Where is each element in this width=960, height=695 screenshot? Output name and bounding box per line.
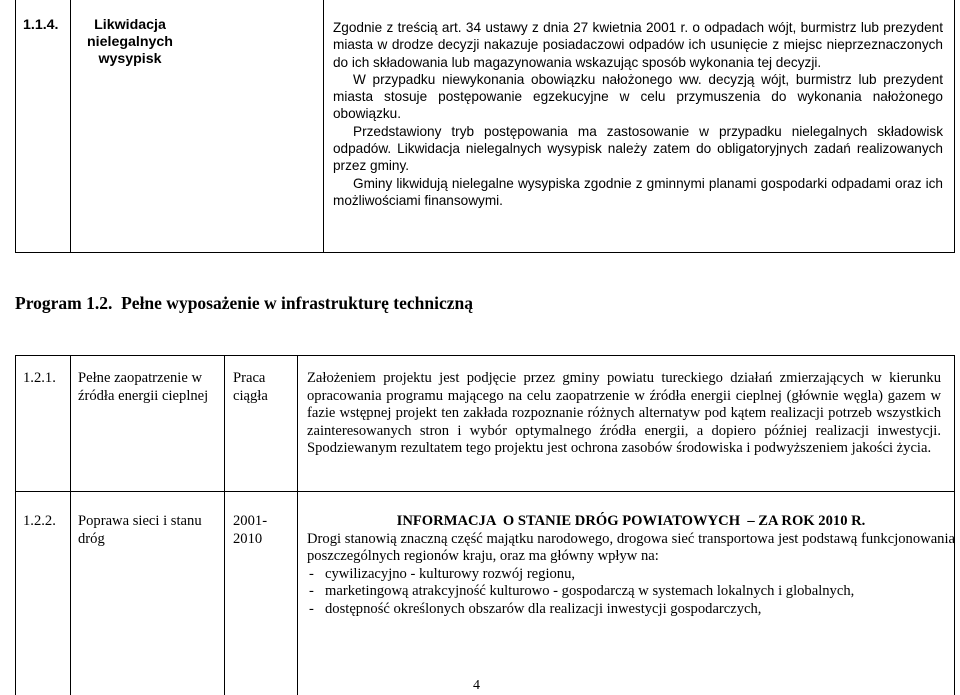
row-number: 1.2.2. [23,513,56,529]
table-top-border-col1 [70,0,71,253]
task-description [333,19,943,209]
table-top-border-bottom [15,252,955,253]
roads-intro: Drogi stanowią znaczną część majątku narodowego, drogowa sieć transportowa jest podstawą funkcjonowania poszczególnych regionów kraju, oraz ma główny wpływ na: [307,530,955,565]
roads-impact-list [307,566,955,619]
row-description: Założeniem projektu jest podjęcie przez gminy powiatu tureckiego działań zmierzających w kierunku opracowania programu mającego na celu zaopatrzenie w źródła energii cieplnej (głównie węgla) gazem w fazie wstępnej projekt ten zakłada rozpoznanie różnych alternatyw pod kątem realizacji potrzeb wszystkich zainteresowanych stron i wybór optymalnego źródła energii, a dopiero później realizacji inwestycji. Spodziewanym rezultatem tego projektu jest ochrona zasobów środowiska i podwyższeniem jakości życia. [307,370,941,457]
row-period: 2001-2010 [233,513,268,547]
task-title: Likwidacja nielegalnych wysypisk [87,17,173,68]
table-bottom-row-divider [15,491,955,492]
table-bottom-border-left [15,355,16,695]
paragraph-legal-basis: Zgodnie z treścią art. 34 ustawy z dnia 27 kwietnia 2001 r. o odpadach wójt, burmistrz lub prezydent miasta w drodze decyzji nakazuje posiadaczowi odpadów ich usunięcie z miejsc nieprzeznaczonych do ich składowania lub magazynowania wskazując sposób wykonania tej decyzji. [333,20,943,70]
table-bottom-border-top [15,355,955,356]
page-number: 4 [473,678,480,693]
list-item: - cywilizacyjno - kulturowy rozwój regionu, [307,566,955,584]
row-period: Praca ciągła [233,370,268,404]
paragraph-municipalities: Gminy likwidują nielegalne wysypiska zgodnie z gminnymi planami gospodarki odpadami oraz ich możliwościami finansowymi. [333,175,943,208]
table-top-border-col2 [323,0,324,253]
table-top-border-right [954,0,955,253]
table-bottom-border-col3 [297,355,298,695]
row-task: Poprawa sieci i stanu dróg [78,513,202,547]
paragraph-enforcement: W przypadku niewykonania obowiązku nałożonego ww. decyzją wójt, burmistrz lub prezydent miasta stosuje postępowanie egzekucyjne w celu przymuszenia do wykonania nałożonego obowiązku. [333,71,943,122]
list-item: - marketingową atrakcyjność kulturowo - gospodarczą w systemach lokalnych i globalnych, [307,583,955,601]
task-number: 1.1.4. [23,17,59,33]
row-number: 1.2.1. [23,370,56,386]
table-bottom-border-col2 [224,355,225,695]
table-bottom-border-col1 [70,355,71,695]
paragraph-procedure: Przedstawiony tryb postępowania ma zastosowanie w przypadku nielegalnych składowisk odpadów. Likwidacja nielegalnych wysypisk należy zatem do obligatoryjnych zadań realizowanych przez gminy. [333,123,943,174]
row-task: Pełne zaopatrzenie w źródła energii cieplnej [78,370,209,404]
row-content [307,513,955,619]
list-item: - dostępność określonych obszarów dla realizacji inwestycji gospodarczych, [307,601,955,619]
program-heading: Program 1.2. Pełne wyposażenie w infrastrukturę techniczną [15,293,474,313]
roads-report-heading: INFORMACJA O STANIE DRÓG POWIATOWYCH – ZA ROK 2010 R. [396,513,866,529]
table-top-border-left [15,0,16,253]
